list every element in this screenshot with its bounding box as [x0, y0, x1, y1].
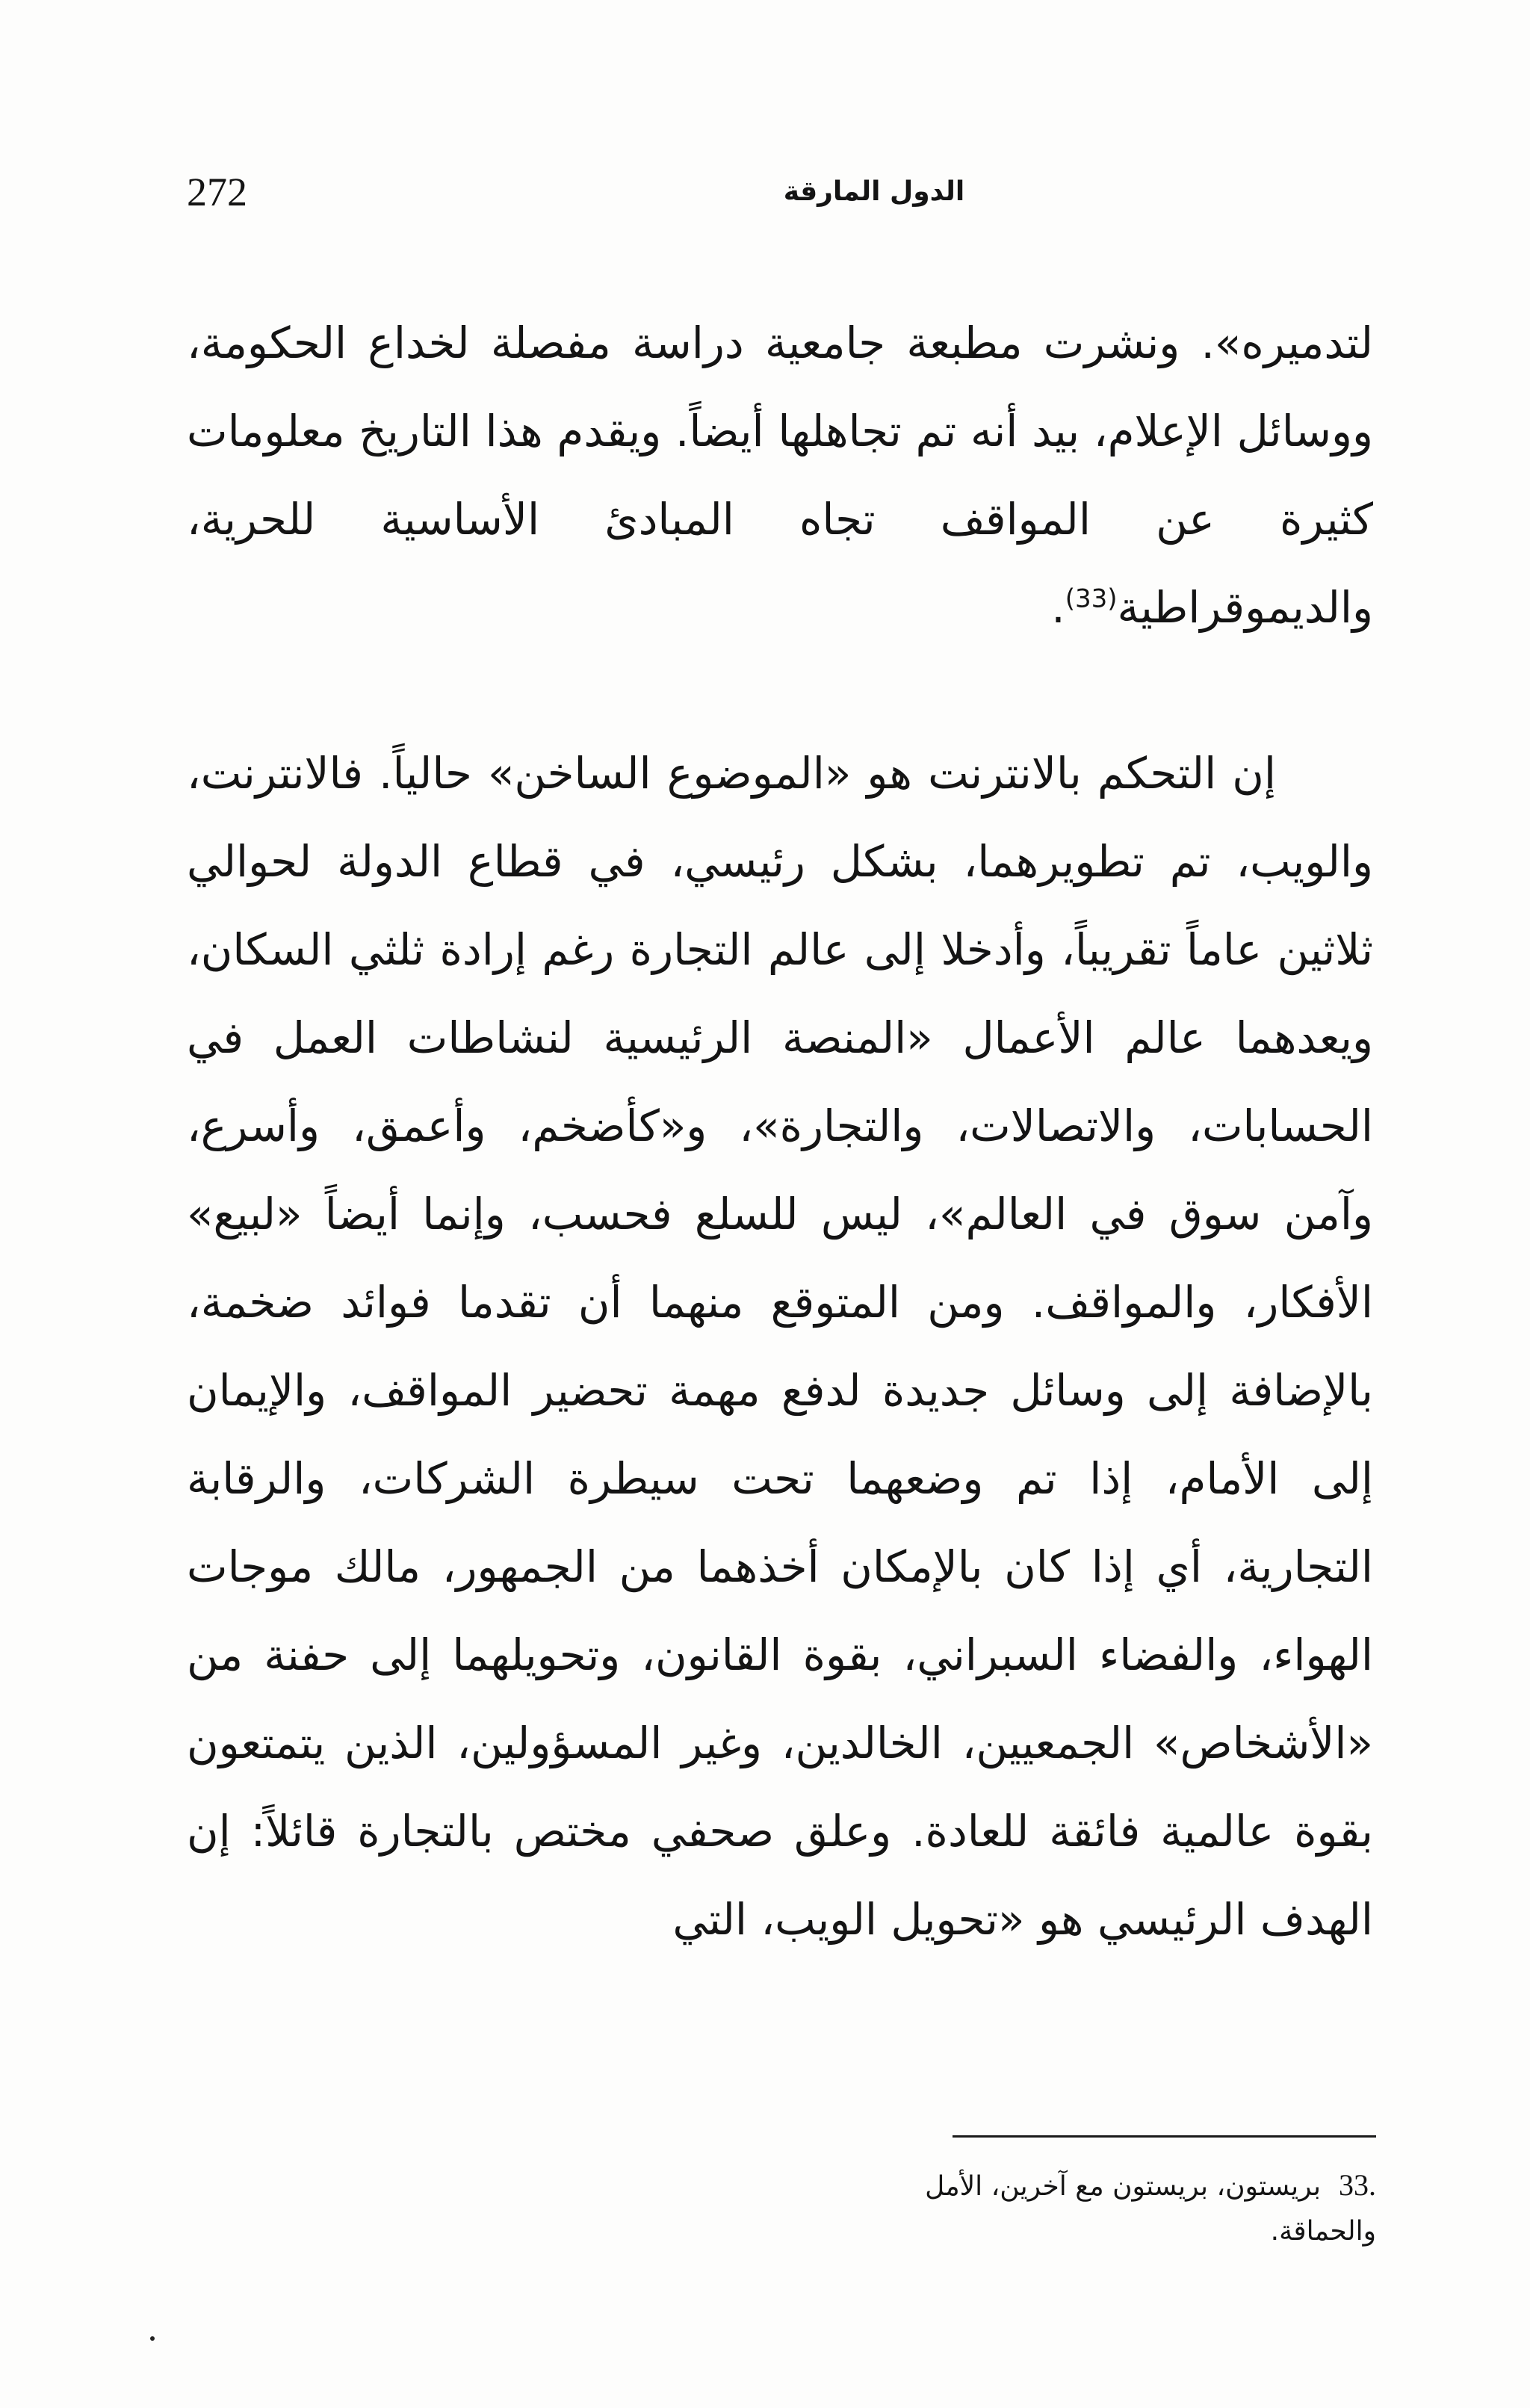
- paragraph-1-text: لتدميره». ونشرت مطبعة جامعية دراسة مفصلة لخداع الحكومة، ووسائل الإعلام، بيد أنه تم تجاهلها أيضاً. ويقدم هذا التاريخ معلومات كثيرة عن المواقف تجاه المبادئ الأساسية للحرية، والديموقراطية: [187, 318, 1373, 633]
- paragraph-1-end: .: [1051, 582, 1065, 633]
- running-title: الدول المارقة: [783, 176, 965, 207]
- page-header: [187, 166, 1373, 218]
- scan-speck: [150, 2336, 155, 2341]
- footnote-reference: (33): [1065, 584, 1118, 614]
- page-number: 272: [187, 170, 247, 214]
- footnote: [822, 2163, 1376, 2254]
- footnote-number: 33.: [1339, 2168, 1376, 2202]
- footnote-separator: [953, 2135, 1376, 2138]
- paragraph-2: إن التحكم بالانترنت هو «الموضوع الساخن» حالياً. فالانترنت، والويب، تم تطويرهما، بشكل رئيسي، في قطاع الدولة لحوالي ثلاثين عاماً تقريباً، وأدخلا إلى عالم التجارة رغم إرادة ثلثي السكان، ويعدهما عالم الأعمال «المنصة الرئيسية لنشاطات العمل في الحسابات، والاتصالات، والتجارة»، و«كأضخم، وأعمق، وأسرع، وآمن سوق في العالم»، ليس للسلع فحسب، وإنما أيضاً «لبيع» الأفكار، والمواقف. ومن المتوقع منهما أن تقدما فوائد ضخمة، بالإضافة إلى وسائل جديدة لدفع مهمة تحضير المواقف، والإيمان إلى الأمام، إذا تم وضعهما تحت سيطرة الشركات، والرقابة التجارية، أي إذا كان بالإمكان أخذهما من الجمهور، مالك موجات الهواء، والفضاء السبراني، بقوة القانون، وتحويلهما إلى حفنة من «الأشخاص» الجمعيين، الخالدين، وغير المسؤولين، الذين يتمتعون بقوة عالمية فائقة للعادة. وعلق صحفي مختص بالتجارة قائلاً: إن الهدف الرئيسي هو «تحويل الويب، التي: [187, 748, 1373, 1945]
- footnote-text: بريستون، بريستون مع آخرين، الأمل والحماقة.: [925, 2171, 1376, 2247]
- paragraph-1: [187, 299, 1373, 651]
